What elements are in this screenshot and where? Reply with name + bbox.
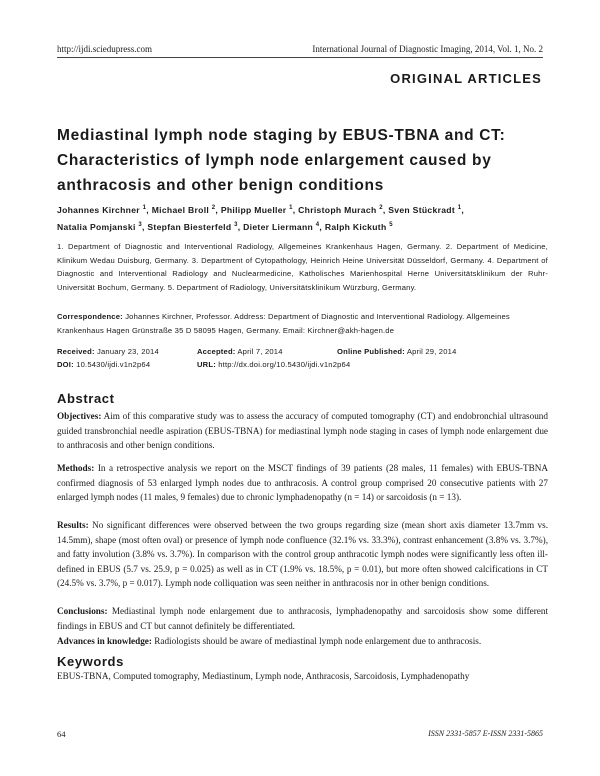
author-affiliation-marker: 2 [211,205,216,211]
received-label: Received: [57,347,95,356]
author-separator: , [461,204,465,215]
author-affiliation-marker: 3 [138,222,142,229]
url-label: URL: [197,360,216,369]
methods-text: In a retrospective analysis we report on the MSCT findings of 39 patients (28 males, 11 females) with EBUS-TBNA confirmed diagnosis of 53 enlarged lymph nodes due to anthracosis. A control group comprised 20 consecutive patients with 27 enlarged lymph nodes (11 males, 9 females) due to chronic lymphadenopathy (n = 14) or sarcoidosis (n = 13). [57,463,549,503]
abstract-heading: Abstract [57,391,115,406]
advances-label: Advances in knowledge: [57,636,152,646]
objectives-label: Objectives: [57,411,102,421]
doi-value[interactable]: 10.5430/ijdi.v1n2p64 [76,360,151,369]
results-label: Results: [57,520,89,530]
issn: ISSN 2331-5857 E-ISSN 2331-5865 [428,729,543,738]
page-number: 64 [57,729,66,739]
header-journal: International Journal of Diagnostic Imaging, 2014, Vol. 1, No. 2 [312,44,543,54]
author-name [147,222,240,232]
received-value: January 23, 2014 [97,347,159,356]
author-affiliation-marker: 5 [389,222,393,229]
author-name-text: Stepfan Biesterfeld [147,222,235,233]
author-name-text: Ralph Kickuth [324,222,390,233]
author-name [221,205,296,215]
header-url: http://ijdi.sciedupress.com [57,44,152,54]
author-separator: , [292,204,296,215]
author-separator: , [141,222,145,233]
correspondence [57,310,548,337]
article-url [197,360,350,369]
author-affiliation-marker: 3 [234,222,238,229]
author-affiliation-marker: 1 [289,205,293,211]
author-separator: , [319,222,323,233]
author-affiliation-marker: 1 [142,205,147,211]
objectives-text: Aim of this comparative study was to assess the accuracy of computed tomography (CT) and endobronchial ultrasound guided transbronchial needle aspiration (EBUS-TBNA) for mediastinal lymph node staging in cases of lymph node enlargement due to anthracosis and other benign conditions. [57,411,548,451]
section-label: ORIGINAL ARTICLES [390,71,542,86]
objectives-paragraph [57,409,548,453]
affiliations: 1. Department of Diagnostic and Interventional Radiology, Allgemeines Krankenhaus Hagen, Germany. 2. Department of Medicine, Klinikum Wedau Duisburg, Germany. 3. Department of Cytopathology, Heinrich Heine Universität Düsseldorf, Germany. 4. Department of Diagnostic and Interventional Radiology and Nuclearmedicine, Katholisches Marienhospital Herne Universitätsklinikum der Ruhr-Universität Bochum, Germany. 5. Department of Radiology, Universitätsklinikum Würzburg, Germany. [57,242,548,293]
author-list [57,201,545,236]
author-name-text: Philipp Mueller [220,204,290,215]
author-name [152,205,218,215]
advances-paragraph [57,634,548,649]
doi [57,360,150,369]
author-separator: , [146,204,149,215]
author-affiliation-marker: 2 [379,205,383,211]
correspondence-text: Johannes Kirchner, Professor. Address: Department of Diagnostic and Interventional Radiology. Allgemeines Krankenhaus Hagen Grünstraße 35 D 58095 Hagen, Germany. Email: Kirchner@akh-hagen.de [57,312,510,335]
author-affiliation-marker: 4 [315,222,320,229]
author-name [57,205,149,215]
online-label: Online Published: [337,347,405,356]
author-name-text: Sven Stückradt [388,204,458,215]
author-name-text: Michael Broll [151,204,212,215]
author-name-text: Dieter Liermann [243,222,316,233]
correspondence-label: Correspondence: [57,312,123,321]
author-name-text: Natalia Pomjanski [57,222,139,233]
online-date [337,347,457,356]
author-affiliation-marker: 1 [457,205,462,211]
results-paragraph [57,518,548,591]
author-name [325,222,393,232]
author-name-text: Johannes Kirchner [57,204,143,215]
author-separator: , [237,222,241,233]
author-separator: , [215,204,219,215]
online-value: April 29, 2014 [406,347,457,356]
doi-label: DOI: [57,360,74,369]
accepted-label: Accepted: [197,347,236,356]
advances-text: Radiologists should be aware of mediastinal lymph node enlargement due to anthracosis. [154,636,482,646]
conclusions-text: Mediastinal lymph node enlargement due to anthracosis, lymphadenopathy and sarcoidosis show some different findings in EBUS and CT but cannot definitely be differentiated. [57,606,549,631]
author-name-text: Christoph Murach [298,204,380,215]
author-name [388,205,464,215]
keywords-list: EBUS-TBNA, Computed tomography, Mediastinum, Lymph node, Anthracosis, Sarcoidosis, Lymphadenopathy [57,671,470,681]
keywords-heading: Keywords [57,654,124,669]
received-date [57,347,159,356]
methods-label: Methods: [57,463,95,473]
author-name [298,205,385,215]
methods-paragraph [57,461,548,505]
conclusions-paragraph [57,604,548,633]
results-text: No significant differences were observed between the two groups regarding size (mean short axis diameter 13.7mm vs. 14.5mm), shape (most often oval) or presence of lymph node confluence (32.1% vs. 33.3%), contrast enhancement (3.8% vs. 3.7%), and fatty involution (3.8% vs. 3.7%). In comparison with the control group anthracotic lymph nodes were significantly less often ill-defined in EBUS (5.7 vs. 25.9, p = 0.025) as well as in CT (1.9% vs. 18.5%, p = 0.01), but more often showed calcifications in CT (24.5% vs. 3.7%, p = 0.017). Lymph node colliquation was seen neither in anthracosis nor in other benign conditions. [57,520,549,589]
author-name [57,222,145,232]
author-name [243,222,322,232]
header-divider [57,57,543,58]
accepted-value: April 7, 2014 [237,347,283,356]
conclusions-label: Conclusions: [57,606,108,616]
accepted-date [197,347,283,356]
author-separator: , [382,204,386,215]
article-title: Mediastinal lymph node staging by EBUS-TBNA and CT: Characteristics of lymph node enlargement caused by anthracosis and other benign conditions [57,127,506,194]
url-value[interactable]: http://dx.doi.org/10.5430/ijdi.v1n2p64 [218,360,351,369]
